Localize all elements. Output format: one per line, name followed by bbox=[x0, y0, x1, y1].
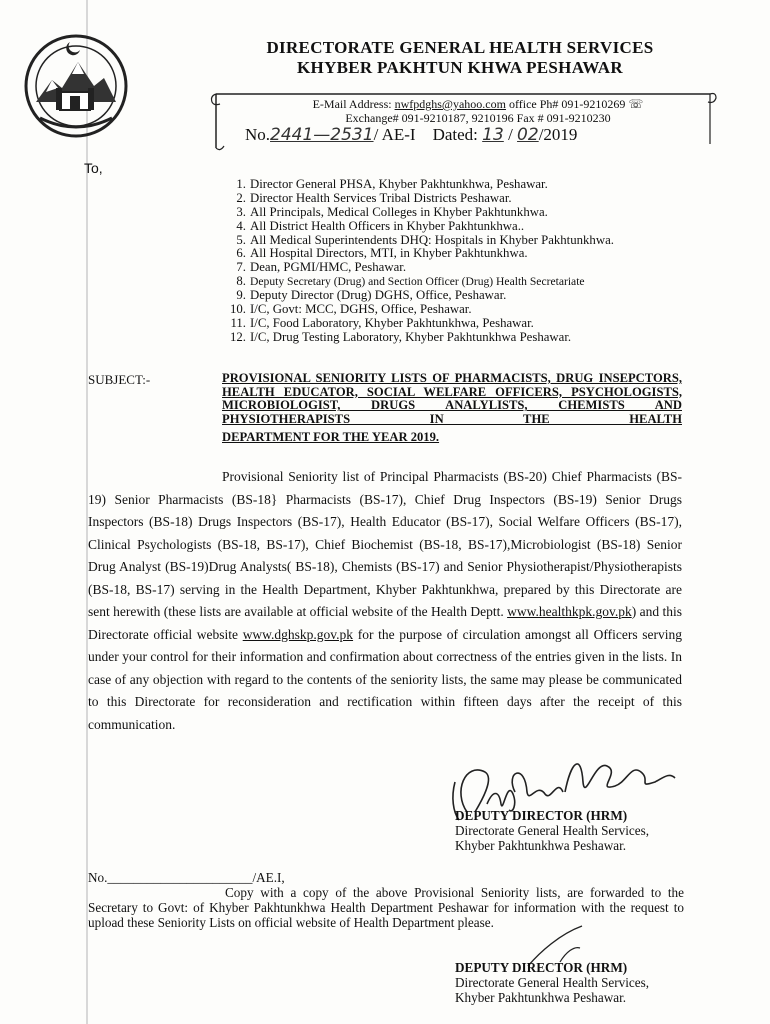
subject-text: PROVISIONAL SENIORITY LISTS OF PHARMACISTS, DRUG INSEPCTORS, HEALTH EDUCATOR, SOCIAL WELFARE OFFICERS, PSYCHOLOGISTS, MICROBIOLOGIST, DRUGS ANALYLISTS, CHEMISTS AND PHYSIOTHERAPISTS IN THE HEALTH bbox=[222, 371, 682, 426]
date-year: /2019 bbox=[538, 125, 578, 144]
email-contact-line bbox=[248, 97, 708, 112]
office-phone: office Ph# 091-9210269 ☏ bbox=[505, 97, 644, 111]
copy-reference-number: No.______________________/AE.I, bbox=[88, 870, 285, 885]
copy-paragraph: Copy with a copy of the above Provisional Seniority lists, are forwarded to the Secretary to Govt: of Khyber Pakhtunkhwa Health Department Peshawar for information with the request to upload these Seniority Lists on official website of Health Department please. bbox=[88, 885, 684, 930]
reference-number-line: No.2441—2531/ AE-I Dated: 13 / 02/2019 bbox=[245, 125, 578, 145]
subject-label: SUBJECT:- bbox=[88, 372, 151, 387]
ref-number-handwritten: 2441—2531 bbox=[270, 125, 374, 145]
kpk-government-logo bbox=[22, 32, 130, 140]
signatory-location: Khyber Pakhtunkhwa Peshawar. bbox=[455, 838, 627, 853]
date-month: 02 bbox=[517, 125, 539, 145]
body-paragraph: Provisional Seniority list of Principal Pharmacists (BS-20) Chief Pharmacists (BS-19) Senior Pharmacists (BS-18} Pharmacists (BS-17), Chief Drug Inspectors (BS-19) Senior Drugs Inspectors (BS-18) Drugs Inspectors (BS-17), Health Educator (BS-17), Social Welfare Officers (BS-17), Clinical Psychologists (BS-18, BS-17), Chief Biochemist (BS-18, BS-17),Microbiologist (BS-18) Senior Drug Analyst (BS-19)Drug Analysts( BS-18), Chemists (BS-17) and Senior Physiotherapist/Physiotherapists (BS-18, BS-17) serving in the Health Department, Khyber Pakhtunkhwa, prepared by this Directorate are sent herewith (these lists are available at official website of the Health Deptt. www.healthkpk.gov.pk) and this Directorate official website www.dghskp.gov.pk for the purpose of circulation amongst all Officers serving under your control for their information and confirmation about correctness of the entries given in the lists. In case of any objection with regard to the contents of the seniority lists, the same may please be communicated to this Directorate for reconsideration and rectification within fifteen days after the receipt of this communication. bbox=[88, 469, 682, 732]
ref-prefix: No. bbox=[245, 125, 271, 144]
list-item: 11. I/C, Food Laboratory, Khyber Pakhtunkhwa, Peshawar. bbox=[230, 315, 534, 330]
list-item: 7. Dean, PGMI/HMC, Peshawar. bbox=[236, 260, 407, 275]
signatory-designation: DEPUTY DIRECTOR (HRM) bbox=[455, 808, 628, 823]
to-label: To, bbox=[84, 160, 103, 176]
exchange-fax-line: Exchange# 091-9210187, 9210196 Fax # 091-9210230 bbox=[345, 111, 611, 125]
date-day: 13 bbox=[482, 125, 504, 145]
directorate-link[interactable]: www.dghskp.gov.pk bbox=[242, 626, 354, 642]
list-item: 6. All Hospital Directors, MTI, in Khyber Pakhtunkhwa. bbox=[236, 246, 528, 261]
signatory-designation-2: DEPUTY DIRECTOR (HRM) bbox=[455, 960, 628, 975]
dated-label: Dated: bbox=[432, 125, 478, 144]
recipient-list bbox=[222, 178, 742, 345]
list-item: 4. All District Health Officers in Khyber Pakhtunkhwa.. bbox=[236, 218, 525, 233]
subject-text-last-line: DEPARTMENT FOR THE YEAR 2019. bbox=[222, 430, 440, 444]
signatory-directorate-2: Directorate General Health Services, bbox=[455, 975, 650, 990]
email-address[interactable]: nwfpdghs@yahoo.com bbox=[394, 97, 506, 111]
ref-suffix: / AE-I bbox=[373, 125, 416, 144]
list-item: 3. All Principals, Medical Colleges in Khyber Pakhtunkhwa. bbox=[236, 204, 548, 219]
list-item: 5. All Medical Superintendents DHQ: Hospitals in Khyber Pakhtunkhwa. bbox=[236, 232, 614, 247]
org-name-line2: KHYBER PAKHTUN KHWA PESHAWAR bbox=[297, 58, 623, 77]
email-label: E-Mail Address: bbox=[312, 97, 395, 111]
list-item: 1. Director General PHSA, Khyber Pakhtunkhwa, Peshawar. bbox=[236, 177, 548, 191]
list-item: 9. Deputy Director (Drug) DGHS, Office, Peshawar. bbox=[236, 288, 507, 303]
list-item: 12. I/C, Drug Testing Laboratory, Khyber Pakhtunkhwa Peshawar. bbox=[230, 329, 572, 344]
org-name-line1: DIRECTORATE GENERAL HEALTH SERVICES bbox=[266, 38, 654, 57]
signatory-location-2: Khyber Pakhtunkhwa Peshawar. bbox=[455, 990, 627, 1005]
list-item: 2. Director Health Services Tribal Districts Peshawar. bbox=[236, 190, 512, 205]
list-item: 10. I/C, Govt: MCC, DGHS, Office, Peshawar. bbox=[230, 302, 472, 317]
health-dept-link[interactable]: www.healthkpk.gov.pk bbox=[507, 604, 632, 619]
signatory-directorate: Directorate General Health Services, bbox=[455, 823, 650, 838]
list-item: 8. Deputy Secretary (Drug) and Section Officer (Drug) Health Secretariate bbox=[236, 274, 585, 289]
